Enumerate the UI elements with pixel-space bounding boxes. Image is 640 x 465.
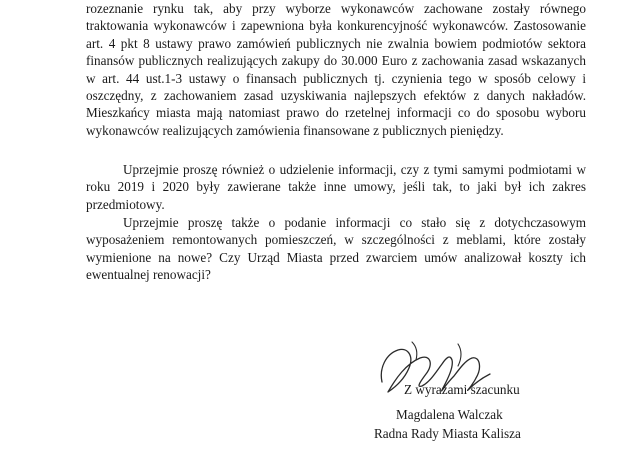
signer-name: Magdalena Walczak (396, 407, 503, 422)
text-line: oszczędny, z zachowaniem zasad uzyskiwania najlepszych efektów z danych nakładów. (86, 88, 586, 104)
text-line: Uprzejmie proszę także o podanie informacji co stało się z dotychczasowym (123, 215, 586, 230)
text-line: ewentualnej renowacji? (86, 267, 211, 283)
paragraph-market-research (86, 0, 586, 139)
text-line: w art. 44 ust.1-3 ustawy o finansach publicznych tj. czynienia tego w sposób celowy i (86, 70, 586, 86)
text-line: wyposażeniem remontowanych pomieszczeń, w szczególności z meblami, które zostały (86, 232, 586, 248)
text-line: finansów publicznych realizujących zakupy do 30.000 Euro z zachowania zasad wskazanych (86, 53, 586, 69)
text-line: art. 4 pkt 8 ustawy prawo zamówień publicznych nie zwalnia bowiem podmiotów sektora (86, 35, 586, 51)
paragraph-furniture-question (86, 214, 586, 284)
text-line: wymienione na nowe? Czy Urząd Miasta przed zwarciem umów analizował koszty ich (86, 249, 586, 265)
text-line: przedmiotowy. (86, 196, 165, 212)
text-line: Uprzejmie proszę również o udzielenie informacji, czy z tymi samymi podmiotami w (123, 162, 586, 177)
text-line: rozeznanie rynku tak, aby przy wyborze wykonawców zachowane zostały równego (86, 1, 586, 16)
text-line: roku 2019 i 2020 były zawierane także inne umowy, jeśli tak, to jaki był ich zakres (86, 179, 586, 195)
signer-title: Radna Rady Miasta Kalisza (374, 426, 521, 441)
closing-salutation: Z wyrazami szacunku (404, 382, 520, 397)
text-line: traktowania wykonawców i zapewniona była konkurencyjność wykonawców. Zastosowanie (86, 18, 586, 34)
handwritten-signature (376, 338, 496, 400)
text-line: wykonawców realizujących zamówienia finansowane z publicznych pieniędzy. (86, 122, 504, 138)
paragraph-other-contracts (86, 161, 586, 213)
text-line: Mieszkańcy miasta mają natomiast prawo do rzetelnej informacji co do sposobu wyboru (86, 105, 586, 121)
